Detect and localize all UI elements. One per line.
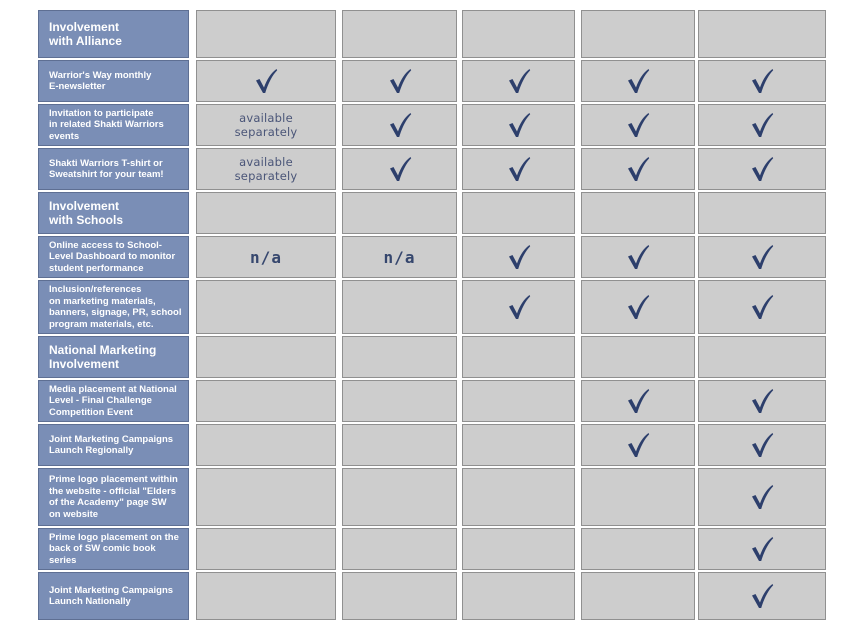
benefit-label [38,572,189,620]
tier-cell [342,148,457,190]
tier-cell [342,236,457,278]
tier-cell [581,528,695,570]
tier-cell [196,236,336,278]
row-label-text: Media placement at National Level - Final Challenge Competition Event [49,383,177,418]
benefit-label [38,280,189,334]
tier-cell [342,104,457,146]
section-header [38,10,189,58]
checkmark-icon [750,583,774,609]
tier-cell [462,380,575,422]
checkmark-icon [750,68,774,94]
benefit-label [38,468,189,526]
tier-cell [196,60,336,102]
tier-cell [581,280,695,334]
benefit-label [38,148,189,190]
tier-cell [342,572,457,620]
checkmark-icon [750,244,774,270]
row-label-text: Joint Marketing Campaigns Launch Regionally [49,433,174,456]
tier-cell [698,336,826,378]
section-header [38,192,189,234]
checkmark-icon [388,156,412,182]
tier-cell [581,468,695,526]
checkmark-icon [626,68,650,94]
tier-cell [698,104,826,146]
tier-cell [698,424,826,466]
tier-cell [196,468,336,526]
tier-cell [698,148,826,190]
section-header [38,336,189,378]
checkmark-icon [507,112,531,138]
tier-cell [342,424,457,466]
not-applicable-text: n/a [383,247,416,267]
tier-cell [698,528,826,570]
tier-cell [698,572,826,620]
tier-cell [698,468,826,526]
tier-cell [581,380,695,422]
tier-cell [698,60,826,102]
row-label-text: Online access to School- Level Dashboard to monitor student performance [49,239,176,274]
benefit-label [38,104,189,146]
tier-cell [581,60,695,102]
tier-cell [462,104,575,146]
checkmark-icon [507,68,531,94]
checkmark-icon [750,294,774,320]
tier-cell [462,572,575,620]
tier-cell [462,336,575,378]
tier-cell [462,10,575,58]
checkmark-icon [388,112,412,138]
tier-cell [581,424,695,466]
tier-cell [342,468,457,526]
checkmark-icon [750,156,774,182]
checkmark-icon [626,112,650,138]
tier-cell [698,192,826,234]
tier-cell [581,336,695,378]
checkmark-icon [750,432,774,458]
tier-cell [462,60,575,102]
checkmark-icon [750,484,774,510]
checkmark-icon [626,156,650,182]
tier-cell [342,528,457,570]
row-label-text: Warrior's Way monthly E-newsletter [49,69,152,92]
benefit-label [38,380,189,422]
tier-cell [698,10,826,58]
row-label-text: Inclusion/references on marketing materials, banners, signage, PR, school program materials, etc. [49,284,182,330]
not-applicable-text: n/a [250,247,282,267]
tier-cell [342,336,457,378]
tier-cell [581,104,695,146]
row-label-text: National Marketing Involvement [49,342,157,371]
tier-cell [196,280,336,334]
tier-cell [698,236,826,278]
tier-cell [462,424,575,466]
tier-cell [462,280,575,334]
tier-cell [581,192,695,234]
tier-cell [698,280,826,334]
tier-cell [342,10,457,58]
tier-cell [581,10,695,58]
row-label-text: Involvement with Alliance [49,19,122,48]
availability-note: available separately [234,110,298,139]
checkmark-icon [626,294,650,320]
tier-cell [462,192,575,234]
checkmark-icon [750,112,774,138]
checkmark-icon [750,388,774,414]
checkmark-icon [254,68,278,94]
row-label-text: Invitation to participate in related Shakti Warriors events [49,107,164,142]
row-label-text: Joint Marketing Campaigns Launch Nationally [49,584,174,607]
checkmark-icon [507,294,531,320]
tier-cell [462,468,575,526]
checkmark-icon [507,244,531,270]
checkmark-icon [507,156,531,182]
tier-cell [196,572,336,620]
checkmark-icon [626,388,650,414]
tier-cell [698,380,826,422]
benefit-label [38,528,189,570]
checkmark-icon [626,244,650,270]
tier-cell [342,380,457,422]
tier-cell [581,236,695,278]
tier-cell [196,528,336,570]
benefit-label [38,236,189,278]
checkmark-icon [750,536,774,562]
tier-cell [581,148,695,190]
benefit-label [38,60,189,102]
tier-cell [462,528,575,570]
tier-cell [581,572,695,620]
checkmark-icon [388,68,412,94]
tier-cell [196,192,336,234]
tier-cell [196,424,336,466]
tier-cell [196,104,336,146]
tier-cell [196,380,336,422]
tier-cell [342,280,457,334]
row-label-text: Involvement with Schools [49,198,124,227]
tier-cell [196,336,336,378]
tier-cell [342,60,457,102]
tier-cell [196,10,336,58]
checkmark-icon [626,432,650,458]
tier-cell [462,148,575,190]
row-label-text: Shakti Warriors T-shirt or Sweatshirt for your team! [49,157,164,180]
tier-cell [196,148,336,190]
benefit-label [38,424,189,466]
tier-cell [462,236,575,278]
row-label-text: Prime logo placement within the website - official "Elders of the Academy" page SW on website [49,474,178,520]
tier-cell [342,192,457,234]
row-label-text: Prime logo placement on the back of SW comic book series [49,531,179,566]
availability-note: available separately [234,154,298,183]
